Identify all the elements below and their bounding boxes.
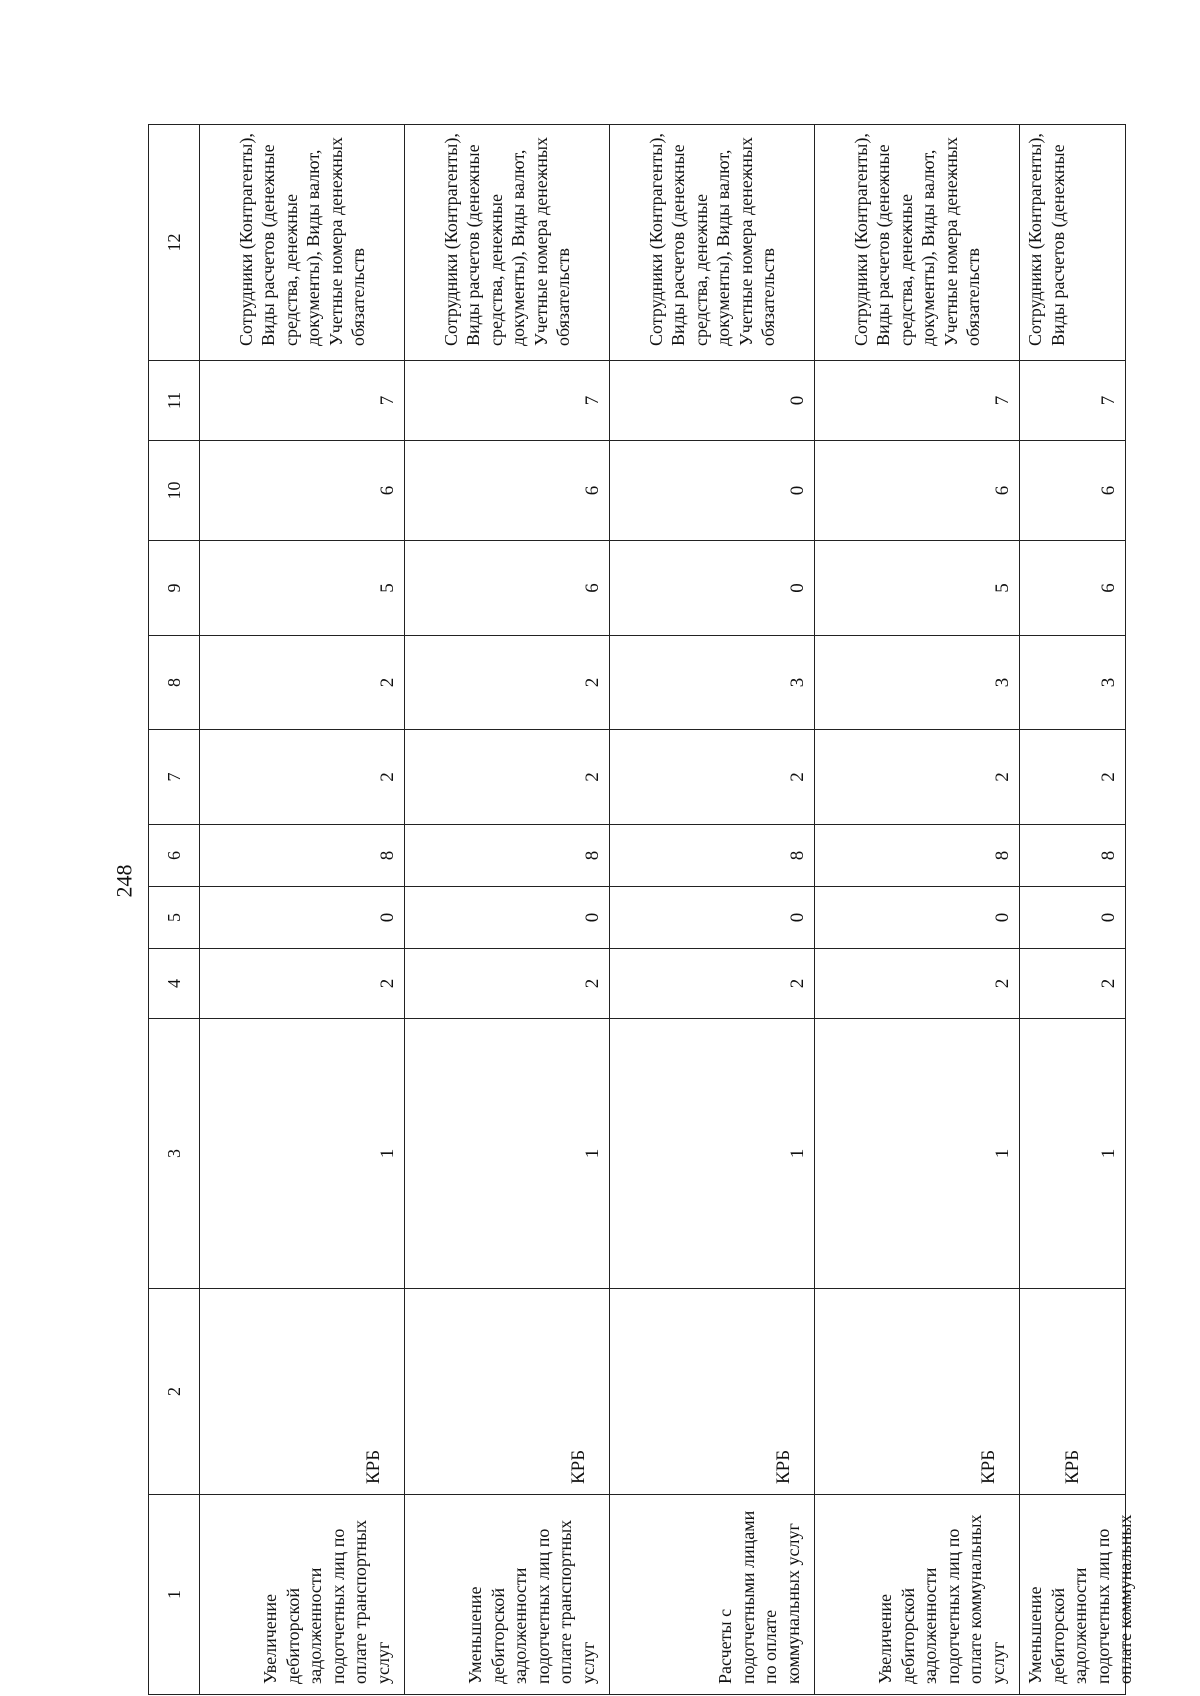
analytics-cell — [1020, 125, 1126, 361]
code-cell-6: 8 — [610, 825, 815, 887]
code-cell-6: 8 — [405, 825, 610, 887]
code-cell-9: 6 — [1020, 541, 1126, 636]
column-number-row — [149, 125, 200, 1695]
code-cell-5: 0 — [200, 887, 405, 949]
source-cell: КРБ — [1020, 1289, 1126, 1495]
operation-cell: Увеличение дебиторской задолженности подотчетных лиц по оплате коммунальных услуг — [815, 1495, 1020, 1695]
col-number-7: 7 — [149, 730, 200, 825]
code-cell-11: 7 — [200, 361, 405, 441]
operation-cell — [1020, 1495, 1135, 1695]
col-number-2: 2 — [149, 1289, 200, 1495]
col-number-9: 9 — [149, 541, 200, 636]
code-cell-9: 0 — [610, 541, 815, 636]
col-number-10: 10 — [149, 441, 200, 541]
col-number-8: 8 — [149, 636, 200, 730]
code-cell-4: 2 — [200, 949, 405, 1019]
code-cell-11: 7 — [815, 361, 1020, 441]
code-cell-4: 2 — [1020, 949, 1126, 1019]
code-cell-3: 1 — [815, 1019, 1020, 1289]
table-row — [200, 125, 405, 1695]
operation-cell: Уменьшение дебиторской задолженности подотчетных лиц по оплате транспортных услуг — [405, 1495, 610, 1695]
code-cell-8: 3 — [1020, 636, 1126, 730]
col-number-5: 5 — [149, 887, 200, 949]
code-cell-7: 2 — [610, 730, 815, 825]
source-cell: КРБ — [405, 1289, 610, 1495]
code-cell-9: 6 — [405, 541, 610, 636]
code-cell-5: 0 — [1020, 887, 1126, 949]
code-cell-7: 2 — [200, 730, 405, 825]
operation-text: Уменьшение дебиторской задолженности подотчетных лиц по оплате коммунальных — [1025, 1514, 1135, 1684]
code-cell-11: 0 — [610, 361, 815, 441]
ledger-table-frame — [148, 125, 1135, 1695]
code-cell-3: 1 — [610, 1019, 815, 1289]
code-cell-8: 3 — [610, 636, 815, 730]
code-cell-11: 7 — [405, 361, 610, 441]
code-cell-3: 1 — [405, 1019, 610, 1289]
ledger-rotated-container — [148, 125, 1135, 1695]
analytics-text: Сотрудники (Контрагенты), Виды расчетов (денежные — [1025, 133, 1068, 346]
code-cell-4: 2 — [815, 949, 1020, 1019]
table-row — [610, 125, 815, 1695]
ledger-table — [148, 124, 1135, 1695]
col-number-3: 3 — [149, 1019, 200, 1289]
code-cell-3: 1 — [200, 1019, 405, 1289]
code-cell-10: 6 — [1020, 441, 1126, 541]
code-cell-10: 0 — [610, 441, 815, 541]
col-number-6: 6 — [149, 825, 200, 887]
page-number — [112, 846, 136, 916]
table-row — [1020, 125, 1126, 1695]
code-cell-10: 6 — [815, 441, 1020, 541]
col-number-12: 12 — [149, 125, 200, 361]
code-cell-9: 5 — [815, 541, 1020, 636]
source-cell: КРБ — [610, 1289, 815, 1495]
code-cell-6: 8 — [815, 825, 1020, 887]
col-number-1: 1 — [149, 1495, 200, 1695]
code-cell-10: 6 — [200, 441, 405, 541]
table-row — [815, 125, 1020, 1695]
code-cell-7: 2 — [815, 730, 1020, 825]
code-cell-5: 0 — [610, 887, 815, 949]
code-cell-4: 2 — [405, 949, 610, 1019]
analytics-cell: Сотрудники (Контрагенты), Виды расчетов (денежные средства, денежные документы), Виды валют, Учетные номера денежных обязательств — [610, 125, 815, 361]
analytics-cell: Сотрудники (Контрагенты), Виды расчетов (денежные средства, денежные документы), Виды валют, Учетные номера денежных обязательств — [815, 125, 1020, 361]
analytics-cell: Сотрудники (Контрагенты), Виды расчетов (денежные средства, денежные документы), Виды валют, Учетные номера денежных обязательств — [200, 125, 405, 361]
operation-cell: Увеличение дебиторской задолженности подотчетных лиц по оплате транспортных услуг — [200, 1495, 405, 1695]
analytics-cell: Сотрудники (Контрагенты), Виды расчетов (денежные средства, денежные документы), Виды валют, Учетные номера денежных обязательств — [405, 125, 610, 361]
code-cell-11: 7 — [1020, 361, 1126, 441]
code-cell-5: 0 — [405, 887, 610, 949]
code-cell-9: 5 — [200, 541, 405, 636]
page-number-text: 248 — [111, 864, 136, 898]
code-cell-5: 0 — [815, 887, 1020, 949]
code-cell-8: 3 — [815, 636, 1020, 730]
code-cell-4: 2 — [610, 949, 815, 1019]
code-cell-8: 2 — [405, 636, 610, 730]
table-row — [405, 125, 610, 1695]
code-cell-3: 1 — [1020, 1019, 1126, 1289]
code-cell-7: 2 — [405, 730, 610, 825]
col-number-11: 11 — [149, 361, 200, 441]
code-cell-6: 8 — [1020, 825, 1126, 887]
col-number-4: 4 — [149, 949, 200, 1019]
operation-cell: Расчеты с подотчетными лицами по оплате коммунальных услуг — [610, 1495, 815, 1695]
code-cell-8: 2 — [200, 636, 405, 730]
code-cell-7: 2 — [1020, 730, 1126, 825]
source-cell: КРБ — [815, 1289, 1020, 1495]
code-cell-6: 8 — [200, 825, 405, 887]
source-cell: КРБ — [200, 1289, 405, 1495]
code-cell-10: 6 — [405, 441, 610, 541]
